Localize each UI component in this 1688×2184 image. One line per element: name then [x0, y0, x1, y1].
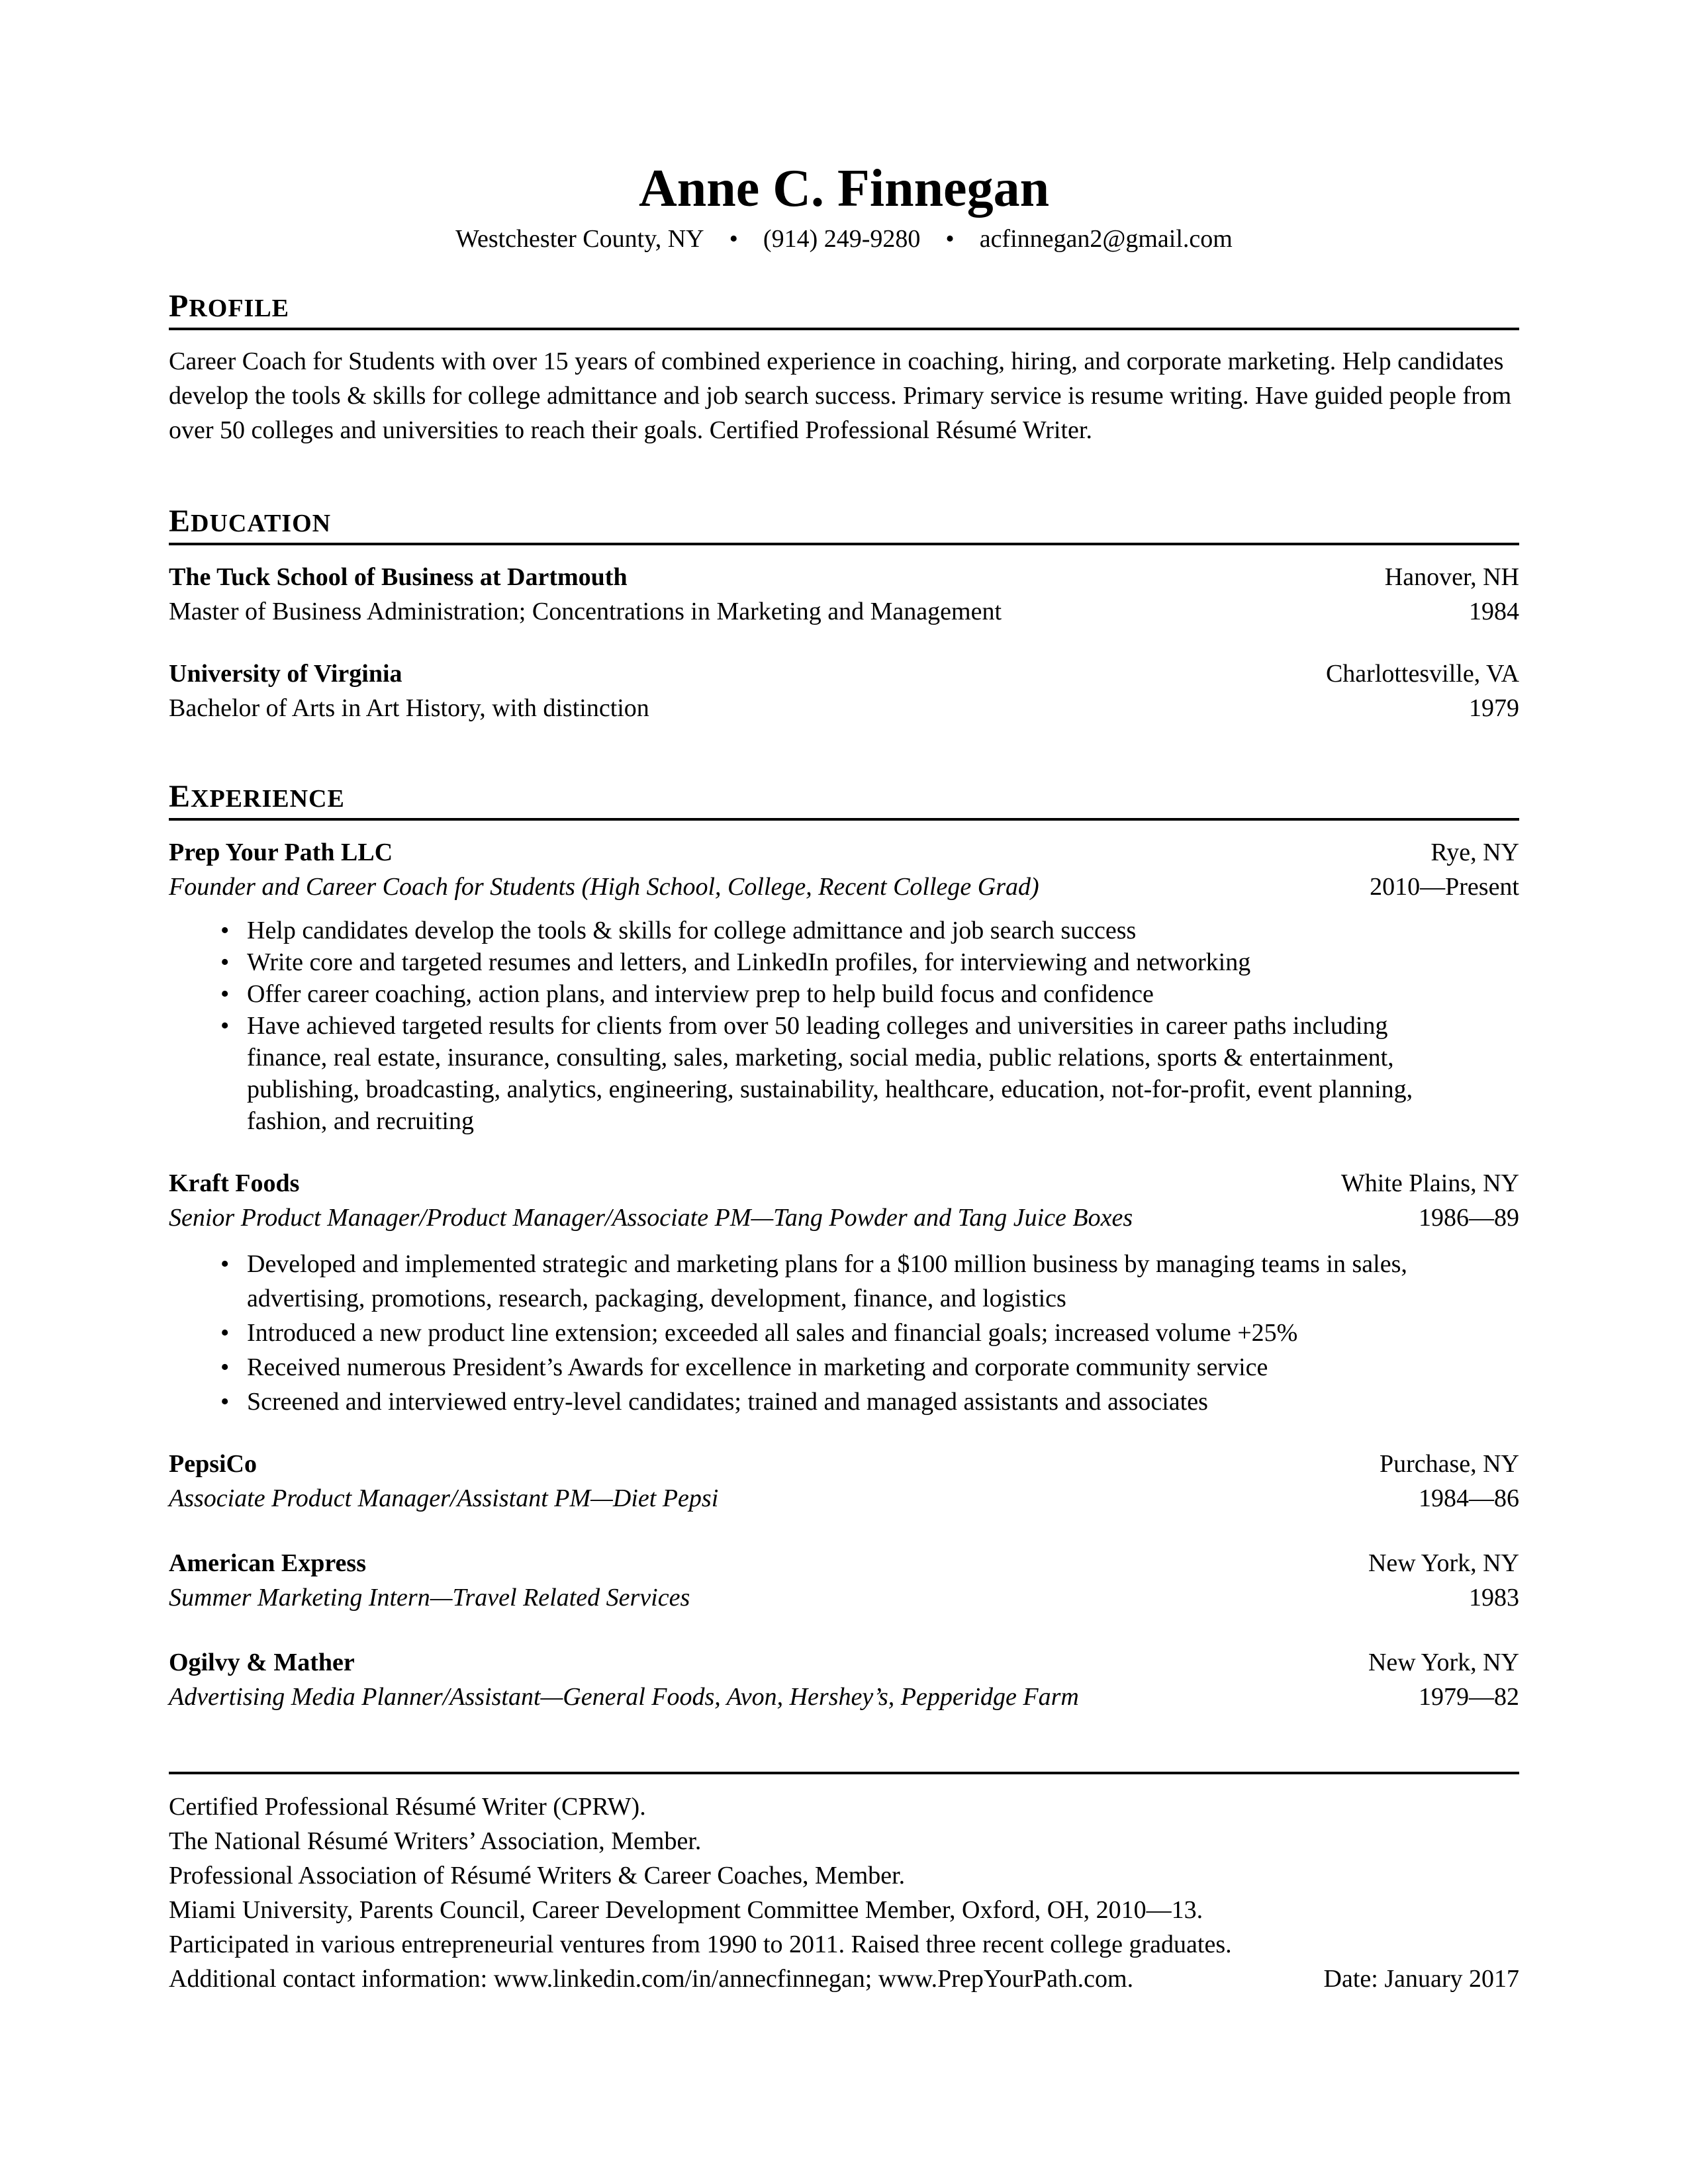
job-header [169, 1447, 1519, 1481]
additional-contact-text: Additional contact information: www.linkedin.com/in/annecfinnegan; www.PrepYourPath.com. [169, 1965, 1134, 1993]
job-title: Advertising Media Planner/Assistant—General Foods, Avon, Hershey’s, Pepperidge Farm [169, 1683, 1079, 1711]
separator-bullet: • [945, 225, 955, 253]
location-text: Westchester County, NY [455, 225, 704, 253]
job-dates: 1984—86 [1419, 1484, 1519, 1512]
footer-divider [169, 1772, 1519, 1774]
additional-line: Certified Professional Résumé Writer (CPRW). [169, 1793, 646, 1821]
contact-line [169, 222, 1519, 255]
candidate-name: Anne C. Finnegan [638, 159, 1050, 218]
additional-line: The National Résumé Writers’ Association, Member. [169, 1827, 702, 1855]
company-name: Prep Your Path LLC [169, 839, 393, 866]
profile-heading: PROFILE [169, 290, 1519, 330]
job-bullet-list [169, 1247, 1440, 1419]
company-name: Kraft Foods [169, 1169, 300, 1197]
list-item: • Introduced a new product line extension; exceeded all sales and financial goals; increased volume +25% [169, 1316, 1440, 1350]
phone-text: (914) 249-9280 [763, 225, 921, 253]
list-item: • Developed and implemented strategic and marketing plans for a $100 million business by managing teams in sales, advertising, promotions, research, packaging, development, finance, and logistics [169, 1247, 1440, 1316]
company-name: American Express [169, 1549, 366, 1577]
education-entry-detail [169, 594, 1519, 629]
job-location: Purchase, NY [1379, 1450, 1519, 1478]
job-role-row [169, 1580, 1519, 1615]
job-location: New York, NY [1368, 1649, 1519, 1676]
job-location: White Plains, NY [1340, 1169, 1519, 1197]
school-name: University of Virginia [169, 660, 402, 688]
school-location: Charlottesville, VA [1325, 660, 1519, 688]
education-heading: EDUCATION [169, 505, 1519, 545]
company-name: Ogilvy & Mather [169, 1649, 355, 1676]
job-title: Founder and Career Coach for Students (High School, College, Recent College Grad) [169, 873, 1039, 901]
job-header [169, 1166, 1519, 1201]
additional-contact-row [169, 1962, 1519, 1996]
list-item: • Help candidates develop the tools & skills for college admittance and job search success [169, 915, 1427, 946]
separator-bullet: • [729, 225, 738, 253]
degree-text: Bachelor of Arts in Art History, with distinction [169, 694, 649, 722]
company-name: PepsiCo [169, 1450, 257, 1478]
list-item: • Offer career coaching, action plans, and interview prep to help build focus and confidence [169, 978, 1427, 1010]
additional-line: Professional Association of Résumé Writers & Career Coaches, Member. [169, 1862, 906, 1889]
job-title: Summer Marketing Intern—Travel Related Services [169, 1584, 690, 1612]
education-entry-header [169, 560, 1519, 594]
education-entry-header [169, 657, 1519, 691]
degree-year: 1984 [1469, 598, 1519, 625]
additional-line: Participated in various entrepreneurial ventures from 1990 to 2011. Raised three recent college graduates. [169, 1931, 1232, 1958]
additional-line: Miami University, Parents Council, Career Development Committee Member, Oxford, OH, 2010—13. [169, 1896, 1203, 1924]
list-item: • Received numerous President’s Awards for excellence in marketing and corporate community service [169, 1350, 1440, 1385]
job-role-row [169, 1201, 1519, 1235]
resume-date: Date: January 2017 [1323, 1965, 1519, 1993]
job-dates: 1979—82 [1419, 1683, 1519, 1711]
job-location: Rye, NY [1430, 839, 1519, 866]
job-header [169, 1546, 1519, 1580]
job-header [169, 835, 1519, 870]
job-location: New York, NY [1368, 1549, 1519, 1577]
job-bullet-list [169, 915, 1427, 1137]
degree-text: Master of Business Administration; Concentrations in Marketing and Management [169, 598, 1002, 625]
profile-summary: Career Coach for Students with over 15 years of combined experience in coaching, hiring, and corporate marketing. Help candidates develop the tools & skills for college admittance and job search success. Primary service is resume writing. Have guided people from over 50 colleges and universities to reach their goals. Certified Professional Résumé Writer. [169, 347, 1512, 444]
school-location: Hanover, NH [1384, 563, 1519, 591]
email-link[interactable]: acfinnegan2@gmail.com [979, 225, 1233, 253]
experience-heading: EXPERIENCE [169, 780, 1519, 821]
job-dates: 1986—89 [1419, 1204, 1519, 1232]
list-item: • Have achieved targeted results for clients from over 50 leading colleges and universities in career paths including finance, real estate, insurance, consulting, sales, marketing, social media, public relations, sports & entertainment, publishing, broadcasting, analytics, engineering, sustainability, healthcare, education, not-for-profit, event planning, fashion, and recruiting [169, 1010, 1427, 1137]
job-title: Senior Product Manager/Product Manager/Associate PM—Tang Powder and Tang Juice Boxes [169, 1204, 1133, 1232]
list-item: • Screened and interviewed entry-level candidates; trained and managed assistants and associates [169, 1385, 1440, 1419]
job-role-row [169, 870, 1519, 904]
job-dates: 2010—Present [1370, 873, 1519, 901]
job-header [169, 1645, 1519, 1680]
job-dates: 1983 [1469, 1584, 1519, 1612]
list-item: • Write core and targeted resumes and letters, and LinkedIn profiles, for interviewing and networking [169, 946, 1427, 978]
job-role-row [169, 1680, 1519, 1714]
job-role-row [169, 1481, 1519, 1516]
degree-year: 1979 [1469, 694, 1519, 722]
job-title: Associate Product Manager/Assistant PM—Diet Pepsi [169, 1484, 719, 1512]
education-entry-detail [169, 691, 1519, 725]
school-name: The Tuck School of Business at Dartmouth [169, 563, 628, 591]
